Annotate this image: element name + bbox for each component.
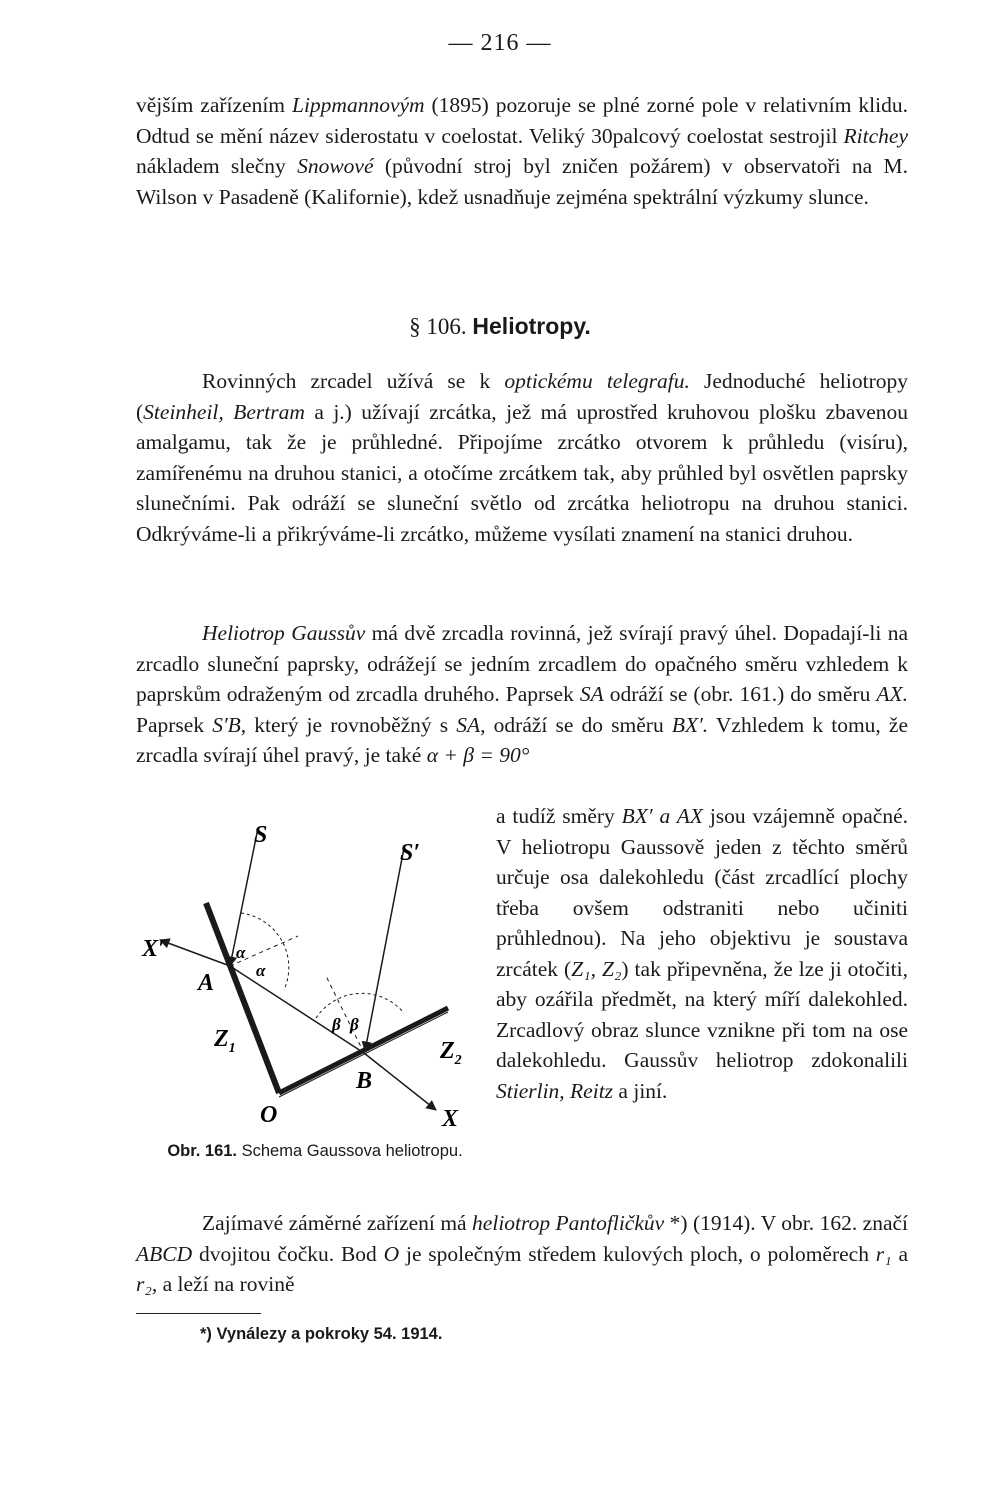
label-o: O — [260, 1102, 278, 1128]
section-title: Heliotropy. — [472, 313, 591, 339]
label-a: A — [198, 970, 215, 996]
label-beta-2: β — [350, 1015, 359, 1034]
label-s: S — [254, 822, 268, 848]
heliotrope-diagram — [136, 808, 476, 1148]
footnote-divider — [136, 1313, 261, 1314]
label-alpha-1: α — [236, 943, 246, 962]
label-b: B — [356, 1068, 373, 1094]
label-beta-1: β — [332, 1015, 341, 1034]
paragraph-coelostat: vějším zařízením Lippmannovým (1895) pozoruje se plné zorné pole v relativním klidu. Odtud se mění název siderostatu v coelostat. Veliký 30palcový coelostat sestrojil Ritchey nákladem slečny Snowové (původní stroj byl zničen požárem) v observatoři na M. Wilson v Pasadeně (Kalifornie), kdež usnadňuje zejména spektrální výzkumy slunce. — [136, 93, 908, 209]
paragraph-beside-figure: a tudíž směry BX′ a AX jsou vzájemně opačné. V heliotropu Gaussově jeden z těchto směrů určuje osa dalekohledu (část zrcadlící plochy třeba ovšem odstraniti nebo učiniti průhlednou). Na jeho objektivu je soustava zrcátek (Z₁, Z₂) tak připevněna, že lze ji otočiti, aby ozářila předmět, na který míří dalekohled. Zrcadlový obraz slunce vznikne při tom na ose dalekohledu. Gaussův heliotrop zdokonalili Stierlin, Reitz a jiní. — [496, 804, 908, 1103]
paragraph-heliotropes: Rovinných zrcadel užívá se k optickému telegrafu. Jednoduché heliotropy (Steinheil, Bertram a j.) užívají zrcátka, jež má uprostřed kruhovou plošku zbavenou amalgamu, tak že je průhledné. Připojíme zrcátko otvorem k průhledu (visíru), zamířenému na druhou stanici, a otočíme zrcátkem tak, aby průhled byl osvětlen paprsky slunečními. Pak odráží se sluneční světlo od zrcátka heliotropu na druhou stanici. Odkrýváme-li a přikrýváme-li zrcátko, můžeme vysílati znamení na stanici druhou. — [136, 369, 908, 546]
label-z1: $Z_1$ — [214, 1026, 236, 1056]
label-z2: $Z_2$ — [440, 1038, 462, 1068]
page-number: — 216 — — [448, 30, 552, 56]
label-x-prime: X′ — [142, 936, 165, 962]
label-x: X — [442, 1106, 459, 1132]
footnote: *) Vynálezy a pokroky 54. 1914. — [200, 1325, 443, 1343]
figure-caption: Obr. 161. Schema Gaussova heliotropu. — [167, 1142, 463, 1160]
ray-s-prime — [365, 848, 404, 1051]
paragraph-pantoflicek: Zajímavé záměrné zařízení má heliotrop Pantofličkův *) (1914). V obr. 162. značí ABCD dvojitou čočku. Bod O je společným středem kulových ploch, o poloměrech r₁ a r₂, a leží na rovině — [136, 1211, 909, 1296]
label-s-prime: S′ — [400, 840, 421, 866]
section-number: § 106. — [409, 314, 467, 339]
paragraph-gauss-heliotrope: Heliotrop Gaussův má dvě zrcadla rovinná, jež svírají pravý úhel. Dopadají-li na zrcadlo sluneční paprsky, odrážejí se jedním zrcadlem do opačného směru vzhledem k paprskům odraženým od zrcadla druhého. Paprsek SA odráží se (obr. 161.) do směru AX. Paprsek S′B, který je rovnoběžný s SA, odráží se do směru BX′. Vzhledem k tomu, že zrcadla svírají úhel pravý, je také α + β = 90° — [136, 621, 909, 767]
arc-beta — [316, 993, 404, 1018]
figure-gauss-heliotrope — [136, 808, 476, 1148]
label-alpha-2: α — [256, 961, 266, 980]
section-heading — [0, 313, 1000, 340]
ray-b-x — [364, 1053, 436, 1110]
mirror-z1 — [206, 903, 279, 1093]
